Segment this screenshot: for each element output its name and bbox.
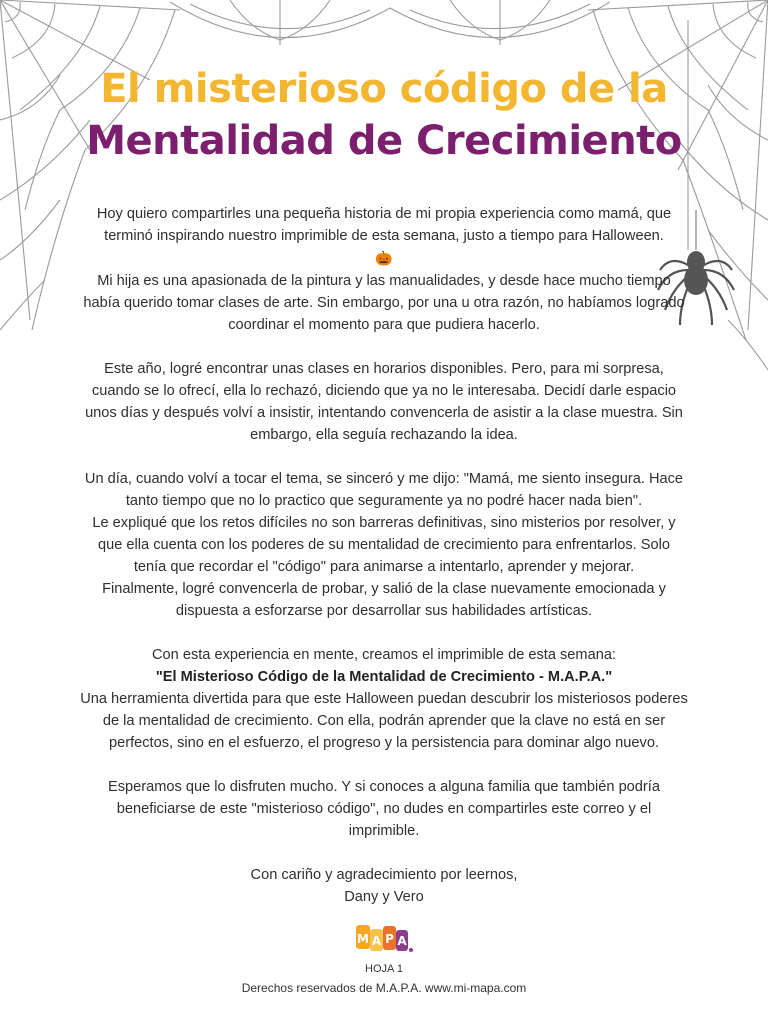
paragraph-finally: Finalmente, logré convencerla de probar, y salió de la clase nuevamente emocionada y dispuesta a esforzarse por desarrollar sus habilidades artísticas. xyxy=(102,581,666,619)
paragraph-enjoy: Esperamos que lo disfruten mucho. Y si conoces a alguna familia que también podría beneficiarse de este "misterioso código", no dudes en compartirles este correo y el imprimible. xyxy=(108,779,660,839)
svg-text:P: P xyxy=(385,932,394,946)
footer-copyright: Derechos reservados de M.A.P.A. www.mi-mapa.com xyxy=(241,981,527,995)
spider-web-decoration-top xyxy=(170,0,610,70)
svg-text:A: A xyxy=(397,934,407,948)
title-line-1: El misterioso código de la xyxy=(100,66,668,112)
paragraph-classes: Este año, logré encontrar unas clases en horarios disponibles. Pero, para mi sorpresa, cuando se lo ofrecí, ella lo rechazó, diciendo que ya no le interesaba. Decidí darle espacio unos días y después volví a insistir, intentando convencerla de asistir a la clase muestra. Sin embargo, ella seguía rechazando la idea. xyxy=(85,361,683,443)
closing-line: Con cariño y agradecimiento por leernos, xyxy=(250,867,518,883)
mapa-logo xyxy=(354,917,414,959)
page-label: HOJA 1 xyxy=(365,963,403,975)
signature: Dany y Vero xyxy=(344,889,424,905)
printable-title: "El Misterioso Código de la Mentalidad de Crecimiento - M.A.P.A." xyxy=(155,669,613,685)
paragraph-quote: Un día, cuando volví a tocar el tema, se sinceró y me dijo: "Mamá, me siento insegura. Hace tanto tiempo que no lo practico que seguramente ya no podré hacer nada bien". xyxy=(84,471,684,509)
pumpkin-icon: 🎃 xyxy=(375,250,393,266)
paragraph-intro: Hoy quiero compartirles una pequeña historia de mi propia experiencia como mamá, que terminó inspirando nuestro imprimible de esta semana, justo a tiempo para Halloween. xyxy=(96,206,672,244)
svg-text:A: A xyxy=(371,934,382,948)
paragraph-daughter: Mi hija es una apasionada de la pintura y las manualidades, y desde hace mucho tiempo había querido tomar clases de arte. Sin embargo, por una u otra razón, no habíamos logrado coordinar el momento para que pudiera hacerlo. xyxy=(83,273,685,333)
paragraph-printable-intro: Con esta experiencia en mente, creamos el imprimible de esta semana: xyxy=(152,647,616,663)
paragraph-explanation: Le expliqué que los retos difíciles no son barreras definitivas, sino misterios por resolver, y que ella cuenta con los poderes de su mentalidad de crecimiento para enfrentarlos. Solo tenía que recordar el "código" para animarse a intentarlo, aprender y mejorar. xyxy=(92,515,676,575)
svg-text:M: M xyxy=(357,932,369,946)
letter-body xyxy=(80,203,688,908)
paragraph-tool: Una herramienta divertida para que este Halloween puedan descubrir los misteriosos poderes de la mentalidad de crecimiento. Con ella, podrán aprender que la clave no está en ser perfectos, sino en el esfuerzo, el progreso y la persistencia para dominar algo nuevo. xyxy=(80,691,688,751)
title-line-2: Mentalidad de Crecimiento xyxy=(86,118,682,164)
